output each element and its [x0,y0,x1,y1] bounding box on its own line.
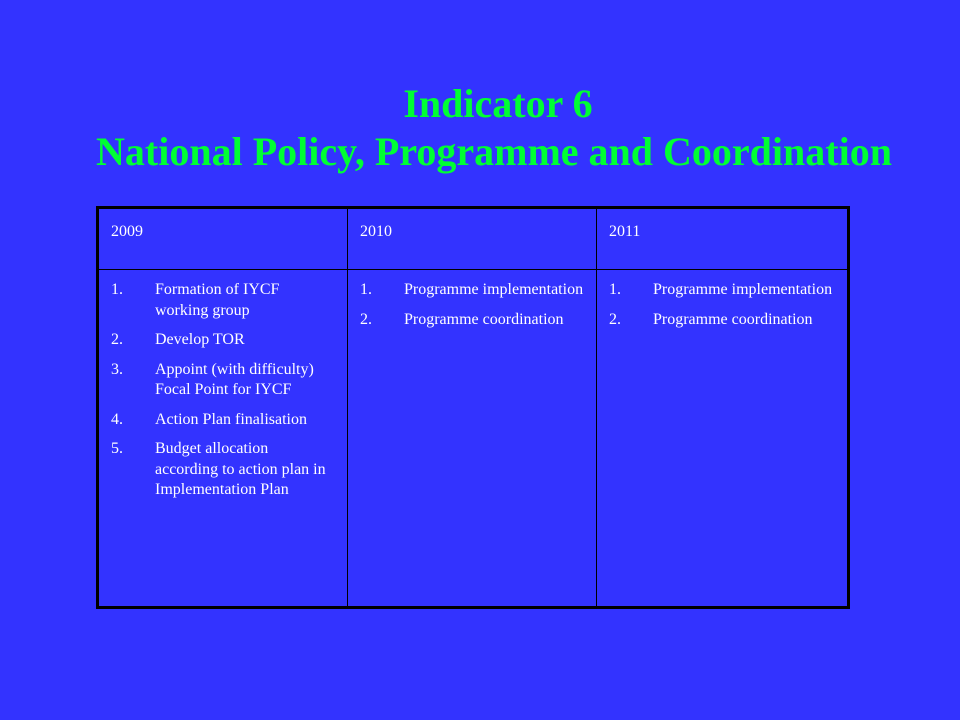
activity-list-2010 [360,280,584,330]
activity-list-2009 [111,280,335,501]
list-item-text: Budget allocation according to action plan in Implementation Plan [155,440,326,498]
cell-2009-activities [98,270,348,608]
title-line-2: National Policy, Programme and Coordination [96,129,892,174]
title-line-1: Indicator 6 [403,81,593,126]
activity-list-2011 [609,280,835,330]
list-item: 2. Programme coordination [609,310,813,328]
list-item-text: Formation of IYCF working group [155,281,280,319]
cell-2011-activities [597,270,849,608]
list-item-text: Programme coordination [653,310,813,328]
list-item: 1. Programme implementation [609,281,833,298]
list-item-text: Develop TOR [155,331,245,348]
list-item: 5. Budget allocation according to action plan in Implementation Plan [111,440,326,498]
list-item-text: Programme coordination [404,310,564,328]
header-cell-2010: 2010 [348,208,597,270]
list-item: 1. Formation of IYCF working group [111,281,280,319]
header-cell-2009: 2009 [98,208,348,270]
table-row [98,270,849,608]
list-item-text: Appoint (with difficulty) Focal Point for IYCF [155,360,314,398]
list-item: 3. Appoint (with difficulty) Focal Point for IYCF [111,360,314,398]
header-cell-2011: 2011 [597,208,849,270]
list-item-text: Programme implementation [653,281,833,298]
list-item: 2. Programme coordination [360,310,564,328]
list-item: 2. Develop TOR [111,331,245,348]
header-row [98,208,849,270]
list-item: 1. Programme implementation [360,281,584,298]
cell-2010-activities [348,270,597,608]
list-item-text: Action Plan finalisation [155,410,307,428]
slide-title [0,80,960,176]
indicator-table [96,206,850,609]
list-item-text: Programme implementation [404,281,584,298]
list-item: 4. Action Plan finalisation [111,410,307,428]
